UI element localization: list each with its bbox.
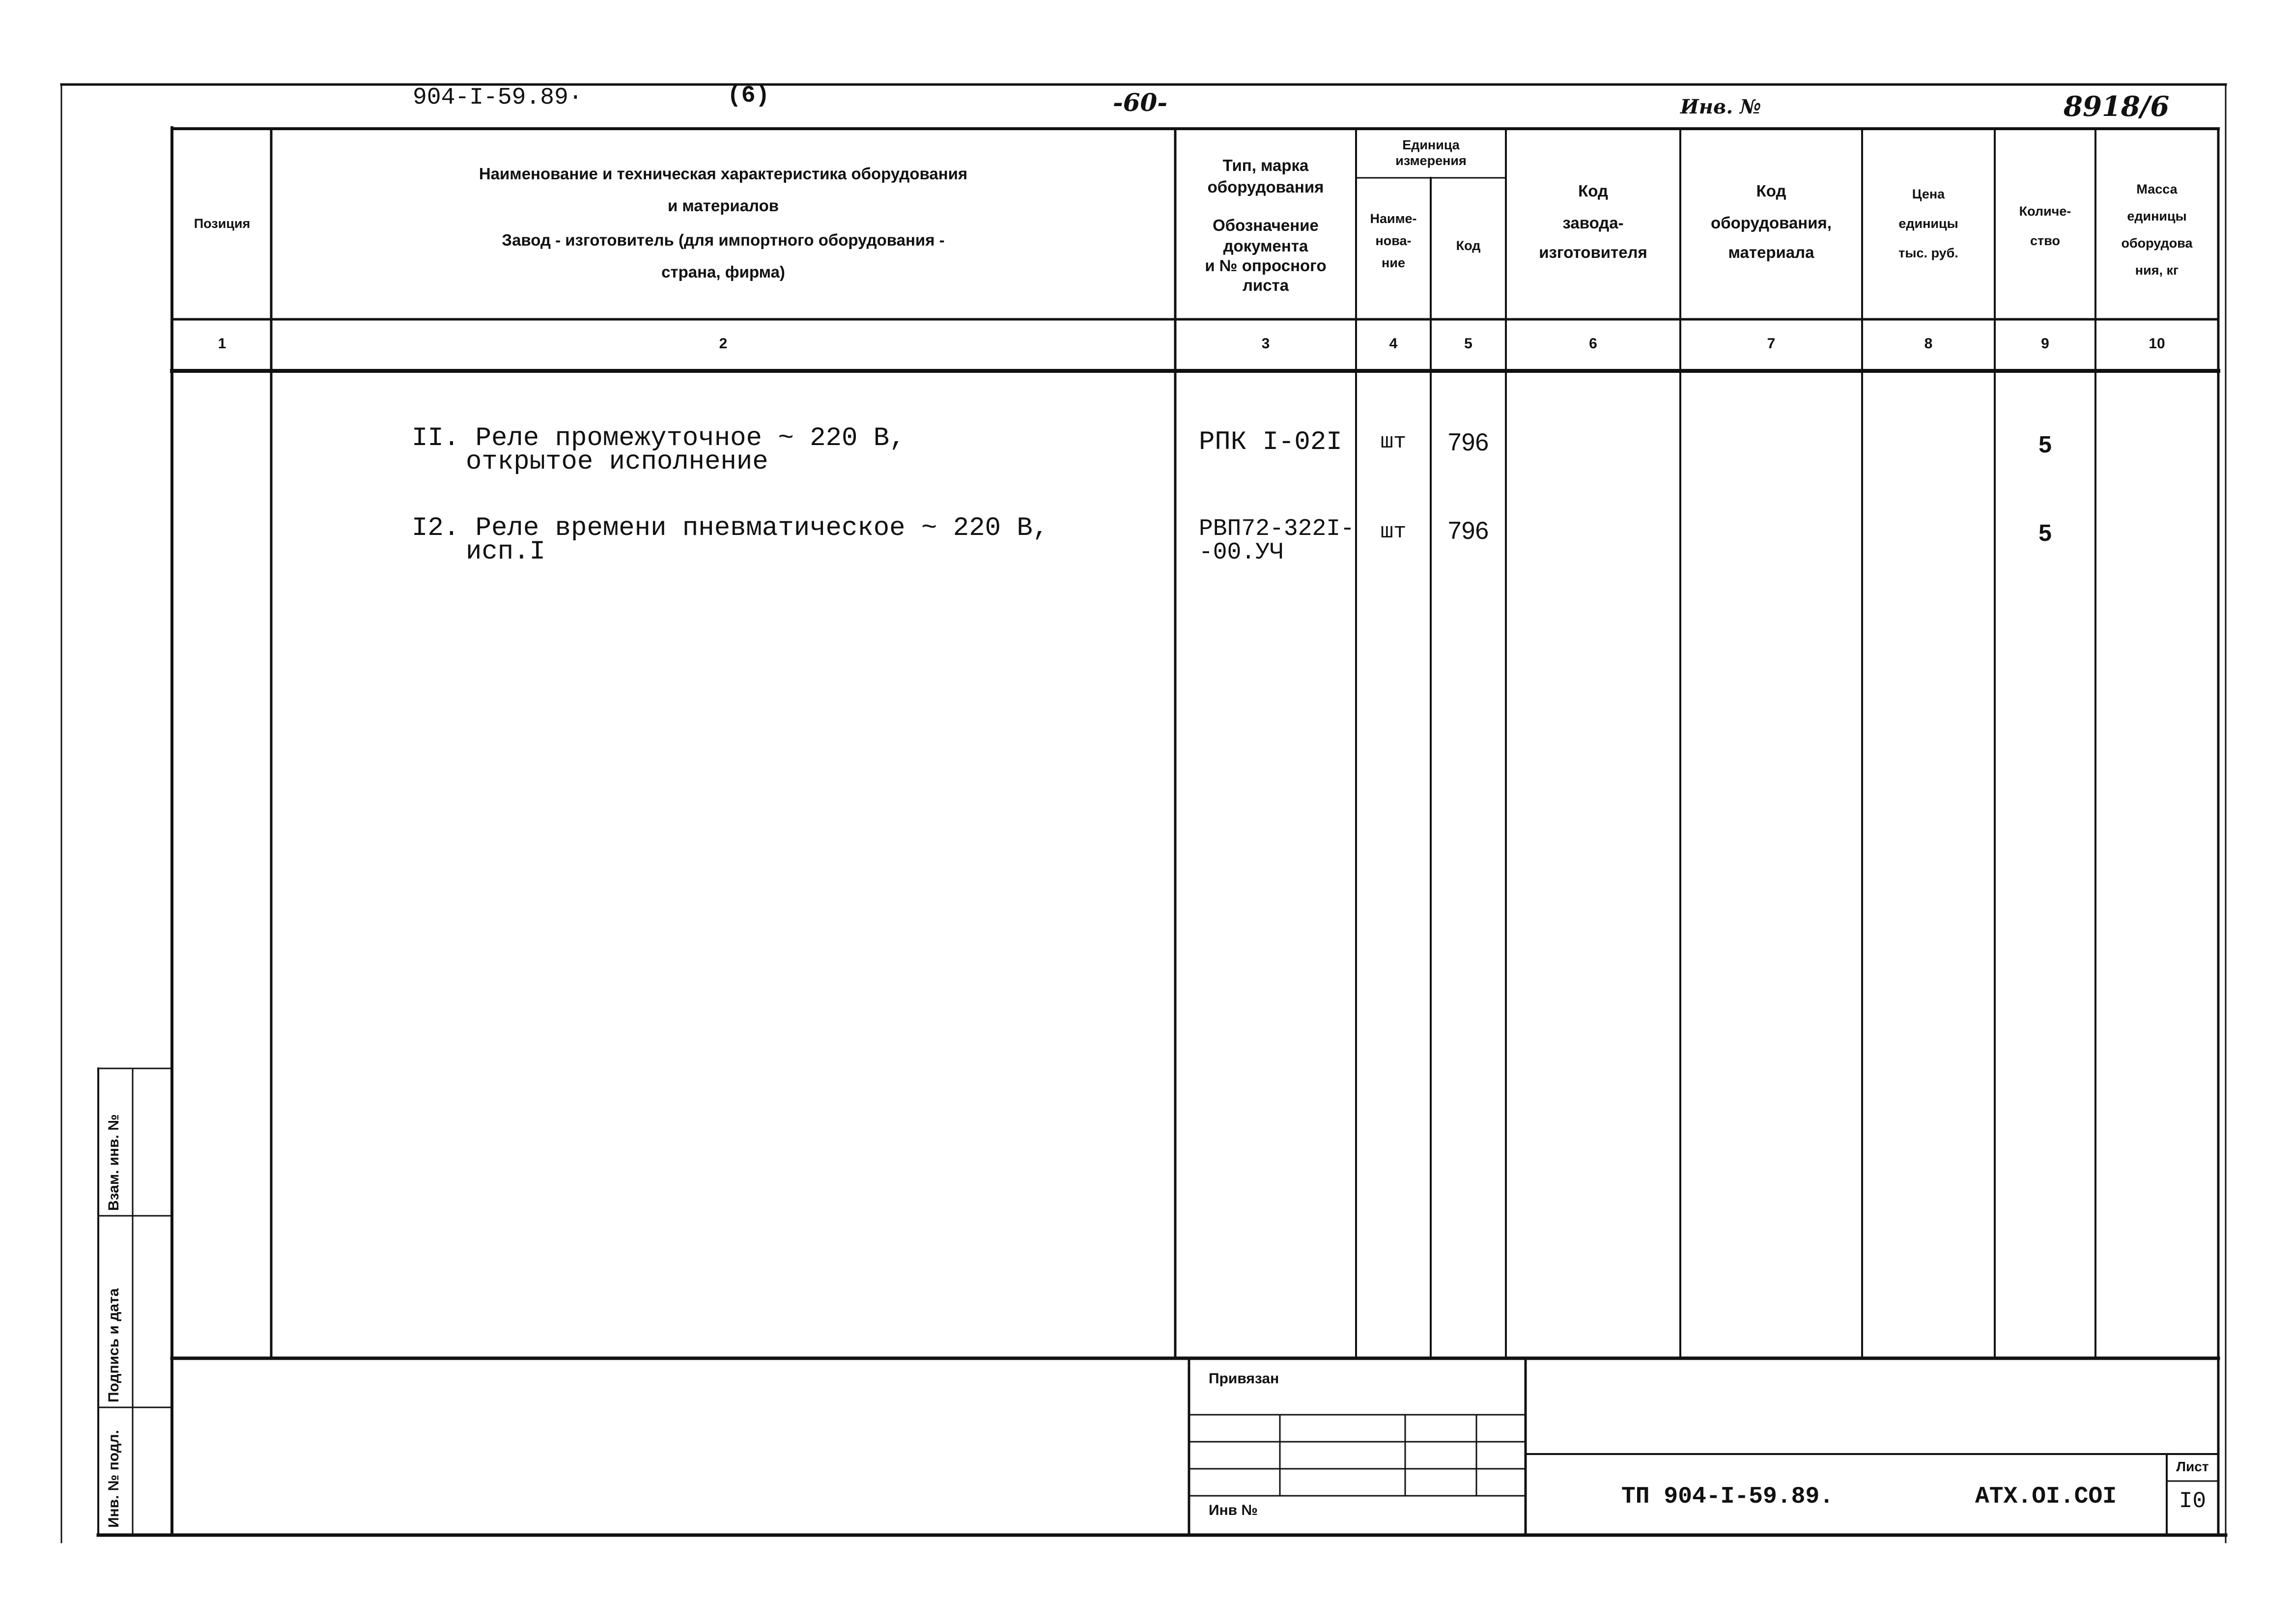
row-quantity: 5 [2038,432,2052,458]
inv-label-top: Инв. № [1680,95,1761,118]
page-number: -60- [1113,88,1168,117]
row-unit-code: 796 [1447,517,1489,544]
sheet-marker: (6) [727,83,770,109]
row-name-line2: исп.I [466,537,546,567]
row-unit-code: 796 [1447,428,1489,456]
header-type-line1: Тип, марка [1222,156,1309,174]
privyazan-label: Привязан [1209,1371,1279,1387]
column-number: 7 [1767,336,1776,352]
header-factory-code-line3: изготовителя [1539,243,1647,261]
column-number: 3 [1261,336,1270,352]
column-number: 5 [1464,336,1472,352]
side-podpis-data: Подпись и дата [106,1288,122,1402]
row-quantity: 5 [2038,520,2052,546]
header-type-line4: документа [1223,237,1308,255]
header-factory-code-line1: Код [1578,182,1608,200]
header-type-line5: и № опросного [1205,256,1327,275]
header-equipment-code-line3: материала [1728,243,1814,261]
row-name-line2: открытое исполнение [466,447,768,477]
header-name-line4: страна, фирма) [661,263,785,281]
inv-value-top: 8918/6 [2064,90,2170,123]
header-unit-name-line3: ние [1382,255,1405,270]
side-inv-podl: Инв. № подл. [106,1429,122,1528]
header-mass-line4: ния, кг [2135,263,2179,278]
header-factory-code-line2: завода- [1562,214,1624,232]
header-quantity-line2: ство [2030,233,2060,248]
header-unit-group-line2: измерения [1395,153,1467,168]
column-number: 8 [1924,336,1933,352]
header-mass-line1: Масса [2136,182,2178,196]
header-name-line2: и материалов [667,196,779,215]
header-unit-name-line2: нова- [1375,233,1412,248]
doc-code-top: 904-I-59.89· [413,84,583,111]
row-unit: шт [1380,430,1407,454]
header-mass-line2: единицы [2127,209,2187,224]
column-number: 1 [218,336,226,352]
column-number: 9 [2041,336,2049,352]
doc-section: АТХ.OI.COI [1975,1484,2117,1510]
row-type-line2: -00.УЧ [1199,539,1284,566]
row-name-line1: I2. Реле времени пневматическое ~ 220 В, [412,513,1049,543]
header-type-line6: листа [1242,276,1289,294]
row-unit: шт [1380,520,1407,544]
row-type-line1: РВП72-322I- [1199,516,1355,542]
sheet-label: Лист [2176,1459,2209,1474]
column-number: 10 [2149,336,2165,352]
column-number: 6 [1589,336,1597,352]
header-name-line3: Завод - изготовитель (для импортного оборудования - [502,231,945,249]
header-price-line2: единицы [1898,216,1958,231]
sheet-number: I0 [2179,1488,2207,1514]
header-unit-code: Код [1456,238,1481,253]
header-position: Позиция [194,216,251,231]
row-name-line1: II. Реле промежуточное ~ 220 В, [412,423,905,453]
side-vzam-inv: Взам. инв. № [106,1114,122,1211]
header-unit-name-line1: Наиме- [1370,211,1417,226]
header-name-line1: Наименование и техническая характеристика оборудования [479,165,968,183]
header-equipment-code-line2: оборудования, [1711,214,1832,232]
header-price-line3: тыс. руб. [1898,246,1958,260]
column-number: 4 [1389,336,1398,352]
header-unit-group-line1: Единица [1402,138,1460,152]
header-mass-line3: оборудова [2121,236,2193,251]
header-type-line3: Обозначение [1213,216,1319,234]
header-price-line1: Цена [1912,187,1945,201]
inv-no-label: Инв № [1209,1502,1258,1518]
header-type-line2: оборудования [1207,178,1324,196]
column-number: 2 [719,336,728,352]
row-type-line1: РПК I-02I [1199,427,1342,457]
doc-designation: ТП 904-I-59.89. [1621,1484,1834,1510]
header-equipment-code-line1: Код [1756,182,1786,200]
header-quantity-line1: Количе- [2019,204,2071,219]
